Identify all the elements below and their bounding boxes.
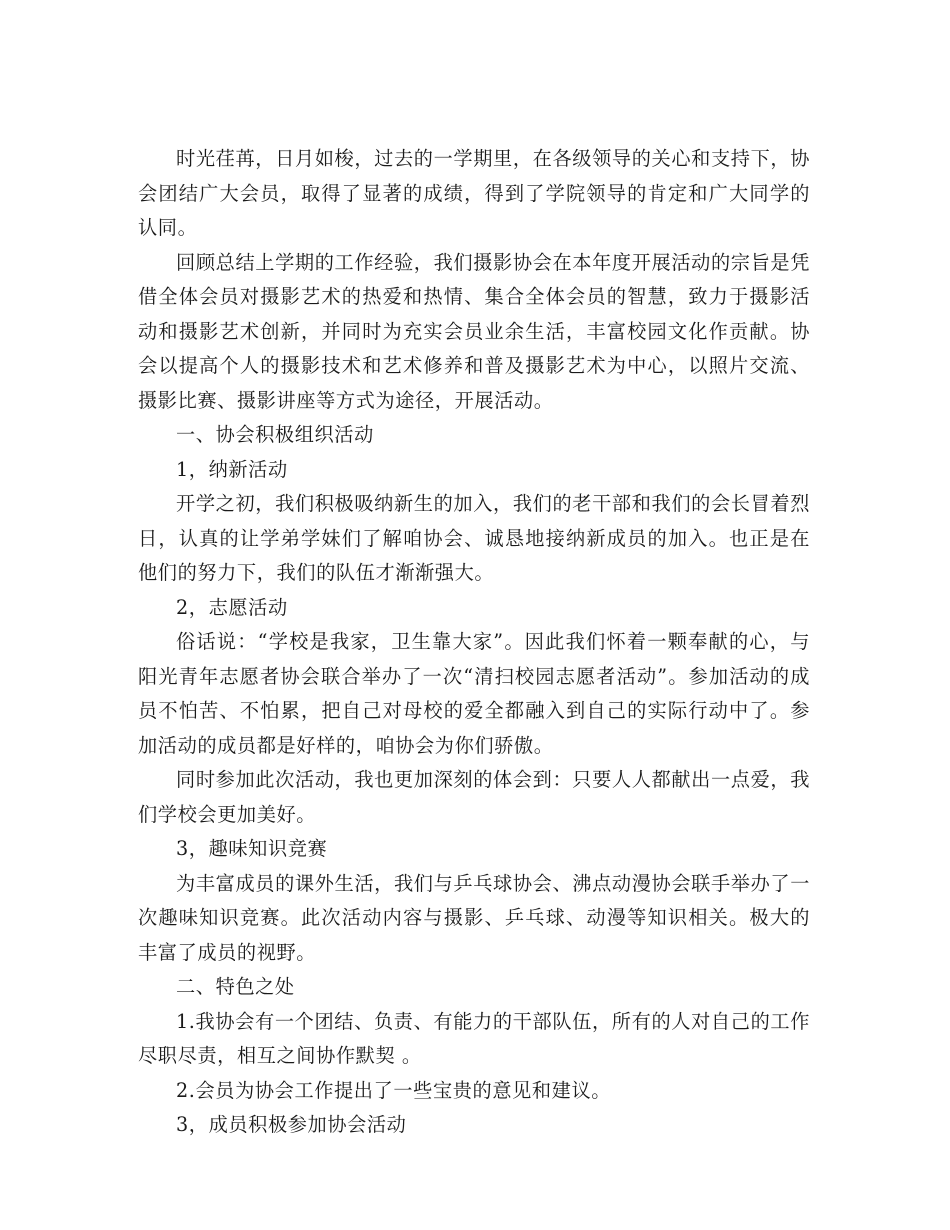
feature-item-1: 1.我协会有一个团结、负责、有能力的干部队伍，所有的人对自己的工作尽职尽责，相互之间协作默契 。: [138, 1009, 810, 1067]
paragraph-quiz: 为丰富成员的课外生活，我们与乒乓球协会、沸点动漫协会联手举办了一次趣味知识竞赛。此次活动内容与摄影、乒乓球、动漫等知识相关。极大的丰富了成员的视野。: [138, 871, 810, 964]
paragraph-volunteer-reflection: 同时参加此次活动，我也更加深刻的体会到：只要人人都献出一点爱，我们学校会更加美好。: [138, 768, 810, 826]
paragraph-volunteer: 俗话说：“学校是我家，卫生靠大家”。因此我们怀着一颗奉献的心，与阳光青年志愿者协会联合举办了一次“清扫校园志愿者活动”。参加活动的成员不怕苦、不怕累，把自己对母校的爱全都融入到自己的实际行动中了。参加活动的成员都是好样的，咱协会为你们骄傲。: [138, 630, 810, 757]
paragraph-intro: 时光荏苒，日月如梭，过去的一学期里，在各级领导的关心和支持下，协会团结广大会员，取得了显著的成绩，得到了学院领导的肯定和广大同学的认同。: [138, 147, 810, 239]
document-body: [138, 142, 810, 1143]
subheading-recruitment: 1，纳新活动: [176, 457, 288, 481]
section-heading-activities: 一、协会积极组织活动: [176, 423, 374, 446]
paragraph-review: 回顾总结上学期的工作经验，我们摄影协会在本年度开展活动的宗旨是凭借全体会员对摄影艺术的热爱和热情、集合全体会员的智慧，致力于摄影活动和摄影艺术创新，并同时为充实会员业余生活，丰富校园文化作贡献。协会以提高个人的摄影技术和艺术修养和普及摄影艺术为中心，以照片交流、摄影比赛、摄影讲座等方式为途径，开展活动。: [138, 250, 810, 412]
subheading-quiz: 3，趣味知识竞赛: [176, 837, 328, 860]
feature-item-3: 3，成员积极参加协会活动: [176, 1113, 407, 1136]
section-heading-features: 二、特色之处: [176, 975, 295, 998]
feature-item-2: 2.会员为协会工作提出了一些宝贵的意见和建议。: [176, 1078, 612, 1102]
subheading-volunteer: 2，志愿活动: [176, 595, 288, 619]
paragraph-recruitment: 开学之初，我们积极吸纳新生的加入，我们的老干部和我们的会长冒着烈日，认真的让学弟学妹们了解咱协会、诚恳地接纳新成员的加入。也正是在他们的努力下，我们的队伍才渐渐强大。: [138, 492, 810, 584]
